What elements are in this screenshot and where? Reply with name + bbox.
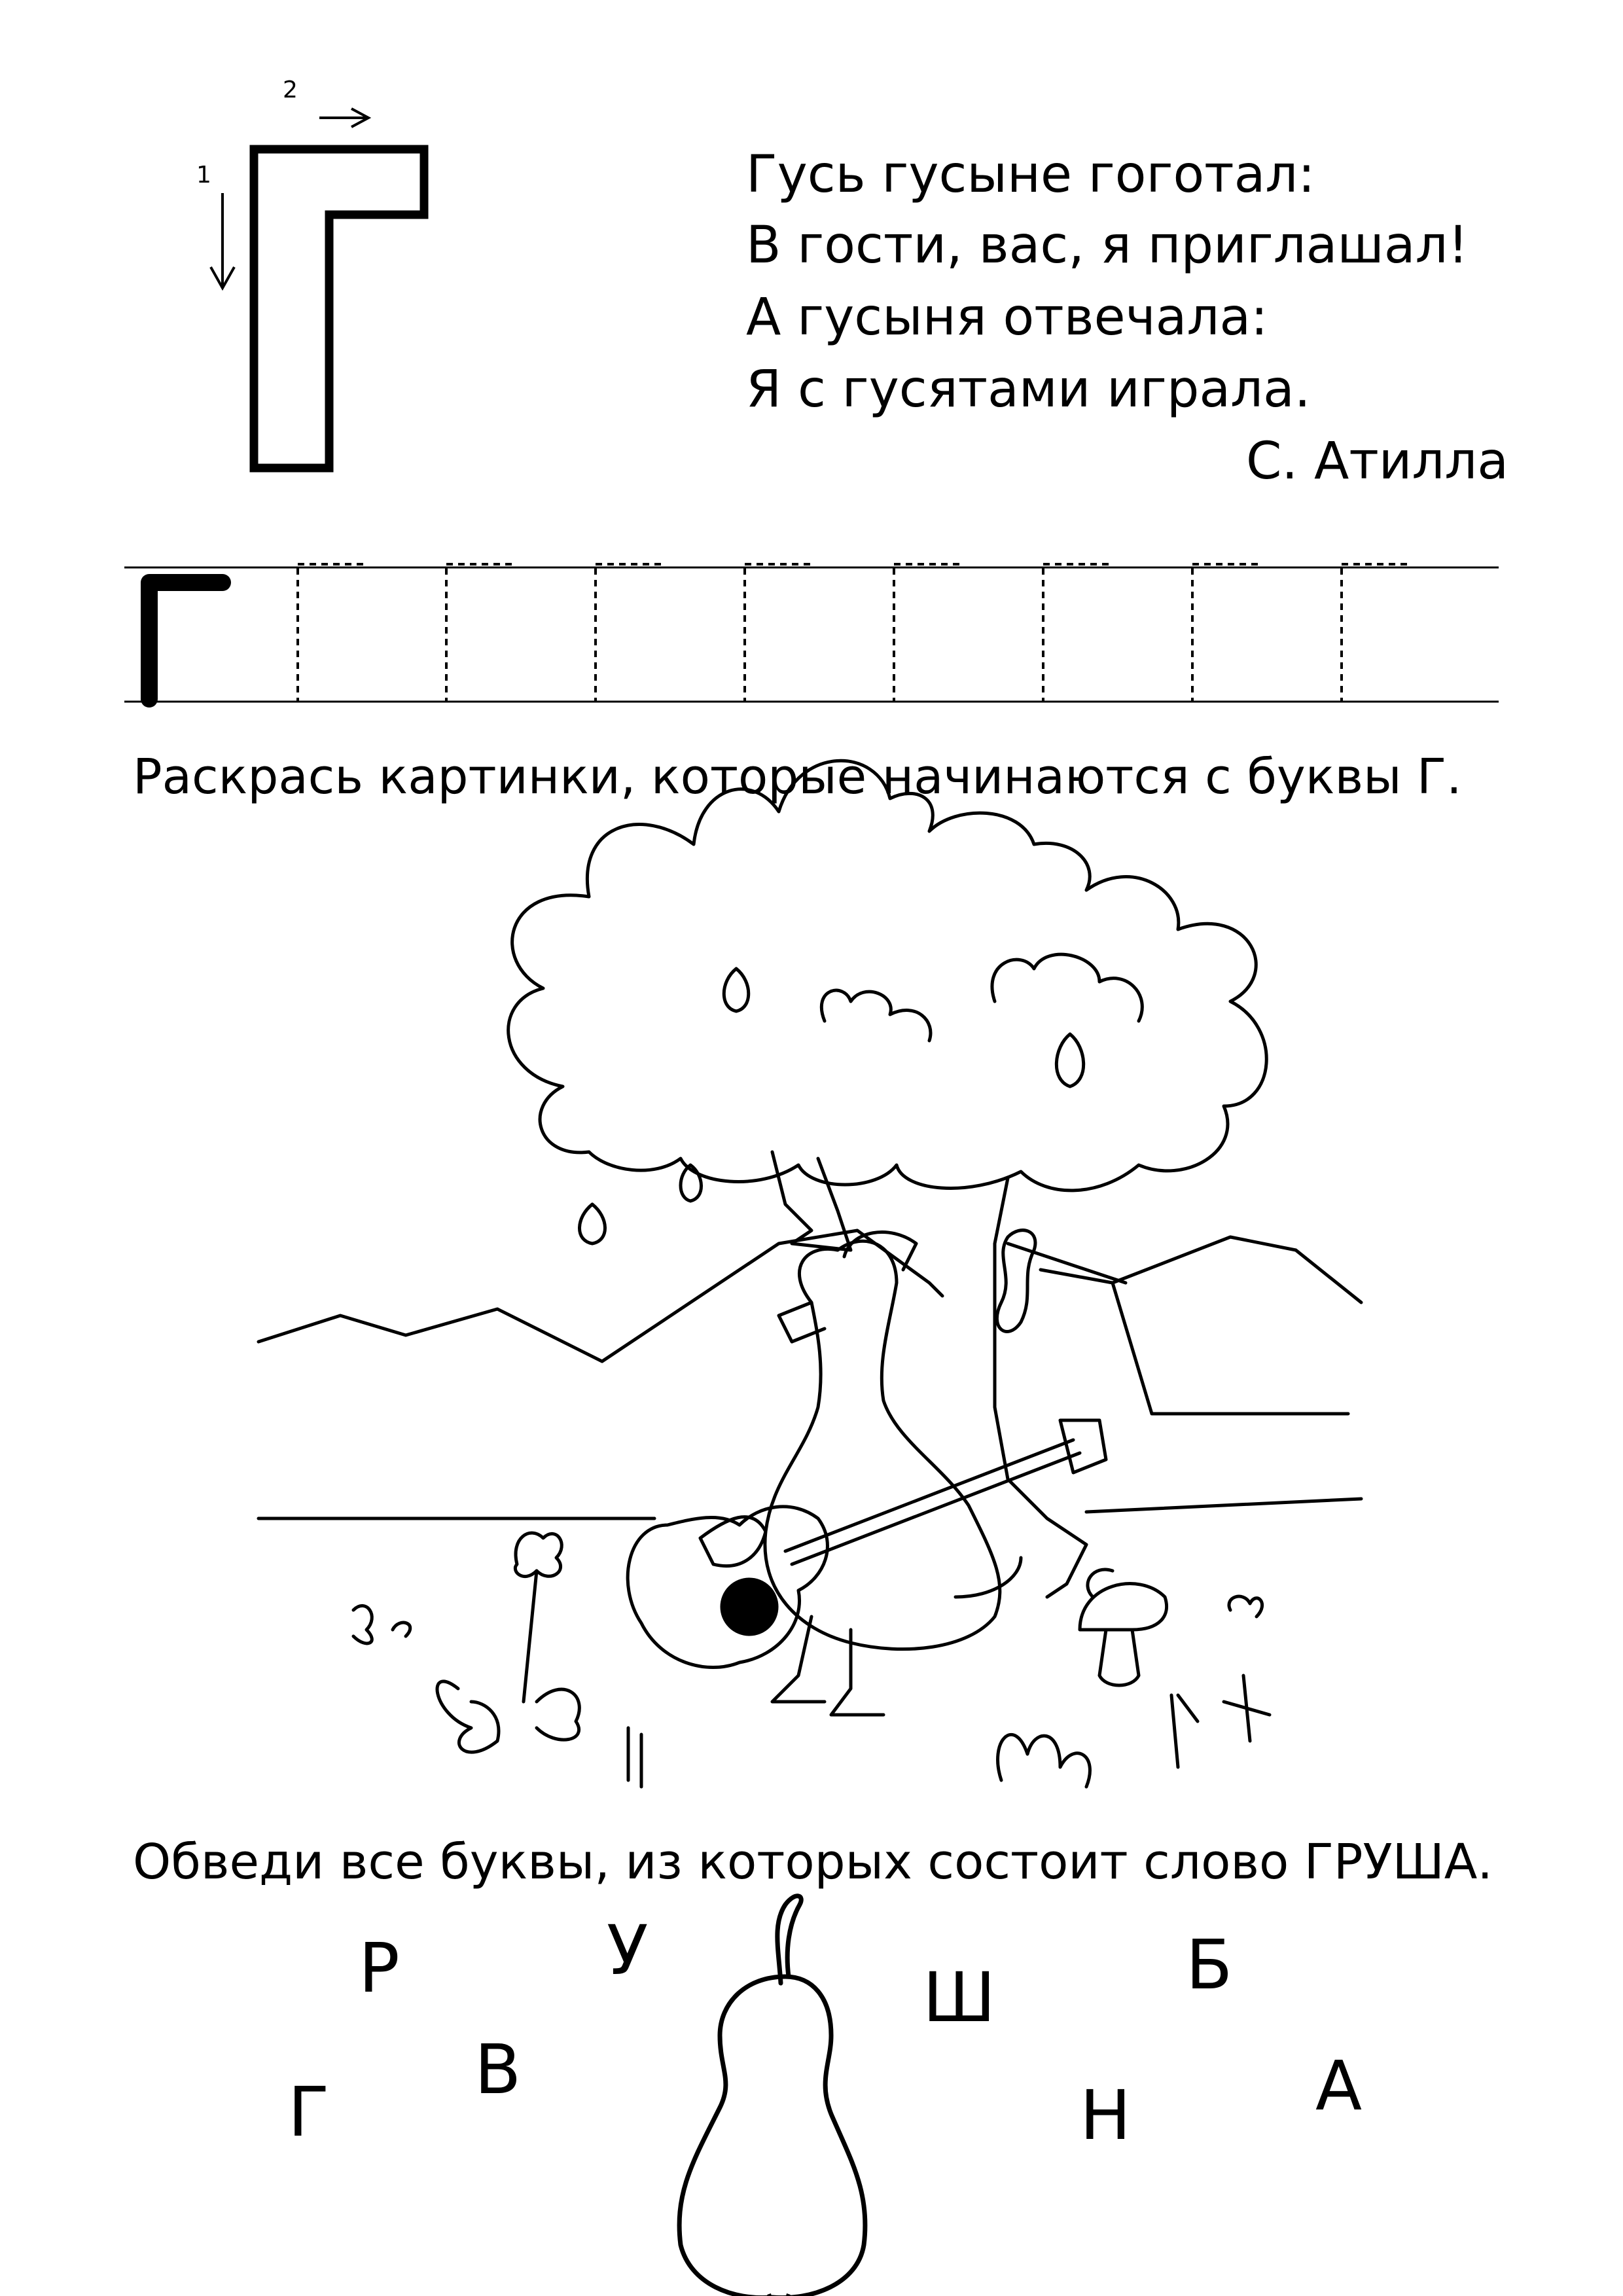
- stroke-number-1: 1: [196, 162, 211, 188]
- stroke-number-2: 2: [283, 77, 298, 103]
- mountains: [259, 1230, 942, 1361]
- goose: [765, 1241, 1000, 1649]
- letter-be[interactable]: Б: [1186, 1925, 1233, 2005]
- letter-r[interactable]: Р: [359, 1928, 400, 2008]
- coloring-instruction: Раскрась картинки, которые начинаются с буквы Г.: [133, 749, 1462, 805]
- poem-line: А гусыня отвечала:: [746, 288, 1268, 347]
- circle-letters-instruction: Обведи все буквы, из которых состоит слово ГРУША.: [133, 1834, 1493, 1890]
- poem-author: С. Атилла: [1245, 432, 1508, 491]
- tree-crown: [508, 761, 1267, 1191]
- mushroom: [1080, 1584, 1167, 1630]
- poem-line: Я с гусятами играла.: [746, 360, 1311, 419]
- letter-u[interactable]: У: [607, 1910, 649, 1990]
- caterpillar: [997, 1230, 1035, 1332]
- letter-ge[interactable]: Г: [288, 2072, 330, 2152]
- guitar: [628, 1507, 827, 1668]
- poem-line: В гости, вас, я приглашал!: [746, 216, 1469, 275]
- letter-sha[interactable]: Ш: [923, 1958, 996, 2037]
- letter-a[interactable]: А: [1315, 2046, 1363, 2126]
- letter-ve[interactable]: В: [474, 2030, 522, 2109]
- poem-line: Гусь гусыне гоготал:: [746, 145, 1315, 204]
- pear-on-tree: [724, 969, 749, 1011]
- letter-en[interactable]: Н: [1080, 2075, 1132, 2155]
- tree-trunk: [772, 1152, 851, 1250]
